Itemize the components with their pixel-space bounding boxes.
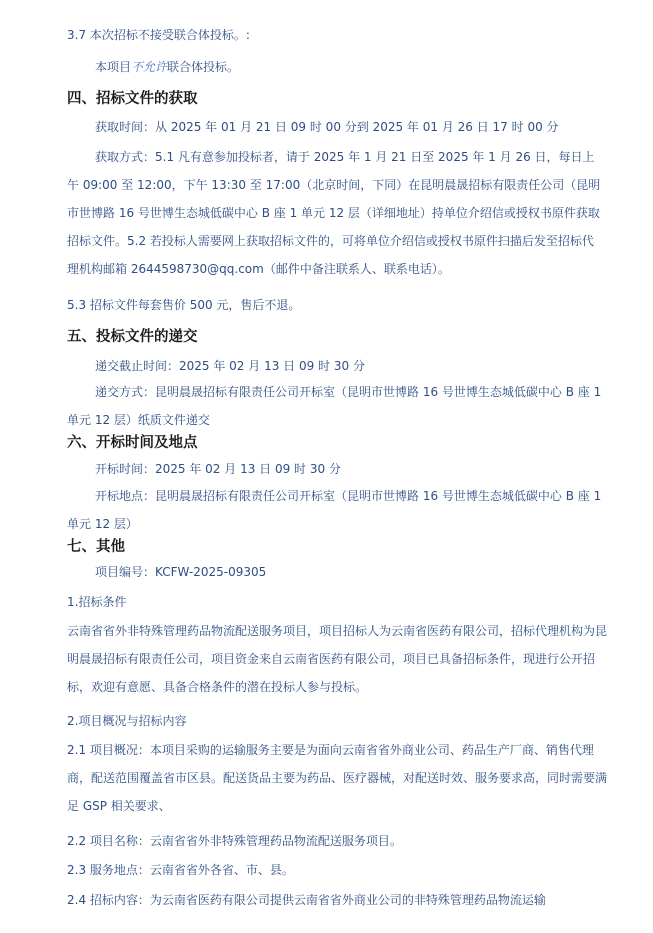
subsection-2-1: 2.1 项目概况：本项目采购的运输服务主要是为面向云南省省外商业公司、药品生产厂商、销售代理商，配送范围覆盖省市区县。配送货品主要为药品、医疗器械，对配送时效、服务要求高，同时需要满足 GSP 相关要求、 [67, 743, 608, 813]
section-4-acquire-time: 获取时间：从 2025 年 01 月 21 日 09 时 00 分到 2025 年 01 月 26 日 17 时 00 分 [95, 120, 559, 134]
subsection-2-4: 2.4 招标内容：为云南省医药有限公司提供云南省省外商业公司的非特殊管理药品物流运输 [67, 893, 546, 907]
section-4-acquire-method: 获取方式：5.1 凡有意参加投标者，请于 2025 年 1 月 21 日至 2025 年 1 月 26 日，每日上午 09:00 至 12:00，下午 13:30 至 17:00（北京时间，下同）在昆明晨晟招标有限责任公司（昆明市世博路 16 号世博生态城低碳中心 B 座 1 单元 12 层（详细地址）持单位介绍信或授权书原件获取招标文件。5.2 若投标人需要网上获取招标文件的，可将单位介绍信或授权书原件扫描后发至招标代理机构邮箱 2644598730@qq.com（邮件中备注联系人、联系电话）。 [67, 150, 601, 276]
subsection-1-body: 云南省省外非特殊管理药品物流配送服务项目，项目招标人为云南省医药有限公司，招标代理机构为昆明晨晟招标有限责任公司，项目资金来自云南省医药有限公司，项目已具备招标条件，现进行公开招标，欢迎有意愿、具备合格条件的潜在投标人参与投标。 [67, 624, 608, 694]
section-6-time: 开标时间：2025 年 02 月 13 日 09 时 30 分 [95, 462, 341, 476]
section-4-heading: 四、招标文件的获取 [67, 91, 198, 107]
subsection-2-title: 2.项目概况与招标内容 [67, 714, 187, 728]
subsection-2-3: 2.3 服务地点：云南省省外各省、市、县。 [67, 863, 294, 877]
clause-3-7-text-a: 本项目 [95, 60, 132, 74]
subsection-1-title: 1.招标条件 [67, 595, 127, 609]
project-number: 项目编号：KCFW-2025-09305 [95, 565, 267, 579]
section-5-heading: 五、投标文件的递交 [67, 329, 198, 345]
section-6-heading: 六、开标时间及地点 [67, 435, 198, 451]
clause-3-7-emphasis: 不允许 [131, 60, 168, 74]
section-5-deadline: 递交截止时间：2025 年 02 月 13 日 09 时 30 分 [95, 359, 365, 373]
section-7-heading: 七、其他 [67, 539, 125, 555]
clause-3-7-text-b: 联合体投标。 [167, 60, 240, 74]
section-5-method: 递交方式：昆明晨晟招标有限责任公司开标室（昆明市世博路 16 号世博生态城低碳中心 B 座 1 单元 12 层）纸质文件递交 [67, 385, 602, 427]
clause-3-7-title: 3.7 本次招标不接受联合体投标。: [67, 28, 250, 42]
section-6-place: 开标地点：昆明晨晟招标有限责任公司开标室（昆明市世博路 16 号世博生态城低碳中心 B 座 1 单元 12 层） [67, 489, 602, 531]
section-4-price: 5.3 招标文件每套售价 500 元，售后不退。 [67, 298, 301, 312]
clause-3-7-text [95, 52, 239, 82]
subsection-2-2: 2.2 项目名称：云南省省外非特殊管理药品物流配送服务项目。 [67, 834, 402, 848]
